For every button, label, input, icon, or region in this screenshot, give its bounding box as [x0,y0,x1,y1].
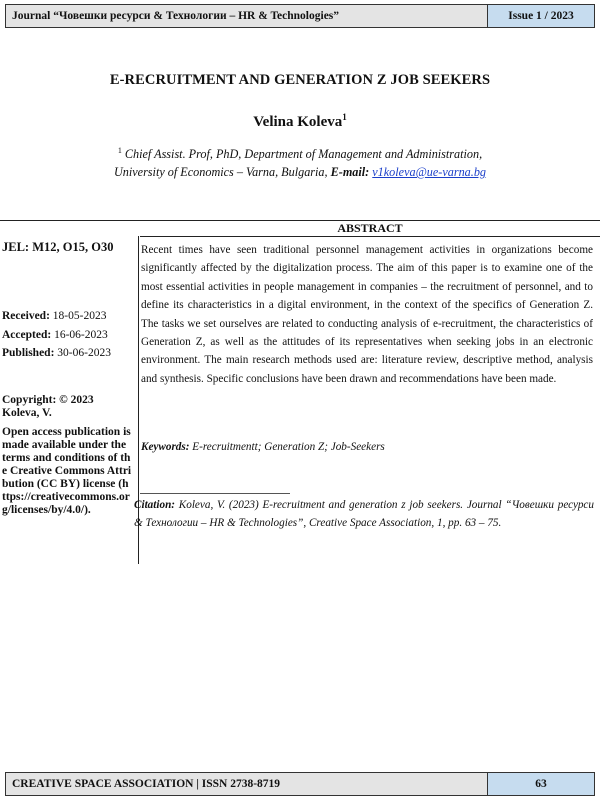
affiliation-line-1 [0,146,600,162]
abstract-heading: ABSTRACT [337,221,403,235]
divider-abstract [140,236,600,237]
license-notice: Open access publication is made available under the terms and conditions of the Creative Commons Attribution (CC BY) license (https://creativecommons.org/licenses/by/4.0/). [2,426,132,516]
affiliation-line-2 [0,165,600,180]
affiliation-text-1: Chief Assist. Prof, PhD, Department of Management and Administration, [124,147,483,162]
citation [134,496,594,532]
published-label: Published: [2,347,55,359]
email-label: E-mail: [330,165,370,179]
published-value: 30-06-2023 [57,347,111,359]
keywords-value: E-recruitmentt; Generation Z; Job-Seekers [192,441,385,453]
received-date [2,310,132,323]
citation-divider [140,493,290,494]
keywords-label: Keywords: [141,441,190,453]
author-name-text: Velina Koleva [253,114,343,130]
author-name [0,112,600,131]
article-title: E-RECRUITMENT AND GENERATION Z JOB SEEKERS [109,72,491,88]
citation-text: Koleva, V. (2023) E-recruitment and generation z job seekers. Journal “Човешки ресурси & Технологии – HR & Technologies”, Creative Space Association, 1, pp. 63 – 75. [134,499,594,529]
email-link[interactable]: v1koleva@ue-varna.bg [372,165,487,179]
jel-codes: JEL: M12, O15, O30 [2,240,114,254]
accepted-date [2,329,132,342]
citation-label: Citation: [134,499,176,511]
issue-number: Issue 1 / 2023 [487,5,594,27]
accepted-label: Accepted: [2,329,52,341]
page-footer [5,772,595,796]
keywords [141,441,593,453]
received-label: Received: [2,310,50,322]
published-date [2,347,132,360]
publisher-issn: CREATIVE SPACE ASSOCIATION | ISSN 2738-8719 [6,773,487,795]
accepted-value: 16-06-2023 [54,329,108,341]
abstract-text: Recent times have seen traditional personnel management activities in organizations become significantly affected by the digitalization process. The aim of this paper is to examine one of the most essential activities in people management in companies – the recruitment of personnel, and to define its characteristics in a digital environment, in the context of the specifics of Generation Z. The tasks we set ourselves are related to conducting analysis of e-recruitment, the characteristics of Generation Z, as well as the attitudes of its representatives when seeking jobs in an electronic environment. The main research methods used are: literature review, descriptive method, analysis and synthesis. Specific conclusions have been drawn and recommendations have been made. [141,244,593,385]
journal-name: Journal “Човешки ресурси & Технологии – HR & Technologies” [6,5,487,27]
copyright-notice: Copyright: © 2023 Koleva, V. [2,394,94,419]
received-value: 18-05-2023 [52,310,107,322]
affiliation-superscript: 1 [117,146,122,155]
journal-header [5,4,595,28]
page-number: 63 [487,773,594,795]
author-superscript: 1 [342,112,347,122]
affiliation-text-2: University of Economics – Varna, Bulgaria, [113,165,328,179]
